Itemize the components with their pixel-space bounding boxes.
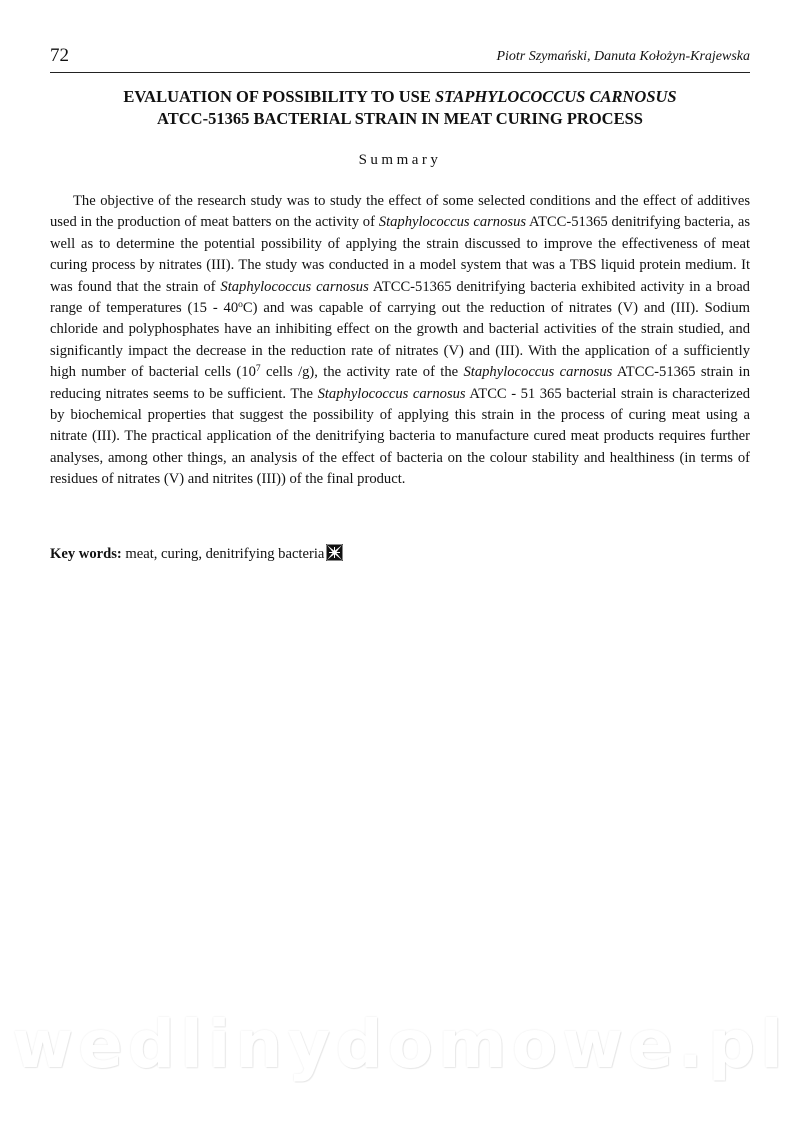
- abstract-text: ATCC-51365 strain in reducing nitrates seems to be sufficient. The: [50, 364, 750, 402]
- running-head-authors: Piotr Szymański, Danuta Kołożyn-Krajewska: [496, 49, 750, 64]
- summary-heading: Summary: [358, 152, 442, 168]
- abstract-text: ATCC-51365 denitrifying bacteria, as well as to determine the potential possibility of applying the strain discussed to improve the effectiveness of meat curing process by nitrates (III). The study was conducted in a model system that was a TBS liquid protein medium. It was found that the strain of: [50, 214, 750, 295]
- abstract-paragraph: [50, 191, 750, 491]
- title-line-1-text: EVALUATION OF POSSIBILITY TO USE: [123, 87, 435, 106]
- species-name: Staphylococcus carnosus: [220, 278, 369, 295]
- keywords-text: meat, curing, denitrifying bacteria: [121, 546, 325, 562]
- article-title: [50, 86, 750, 130]
- title-line-1: [50, 86, 750, 108]
- watermark: wedlinydomowe.pl: [12, 1006, 788, 1083]
- exponent-superscript: 7: [255, 364, 261, 375]
- abstract-text: ATCC-51365 denitrifying bacteria exhibited activity in a broad range of temperatures (15 - 40: [50, 278, 750, 317]
- page-header: [50, 44, 750, 73]
- title-line-2: ATCC-51365 BACTERIAL STRAIN IN MEAT CURING PROCESS: [157, 109, 643, 128]
- species-name: Staphylococcus carnosus: [463, 364, 613, 381]
- keywords-line: [50, 544, 750, 565]
- keywords-label: Key words:: [50, 546, 122, 562]
- abstract-text: cells /g), the activity rate of the: [260, 364, 464, 381]
- title-species-name: STAPHYLOCOCCUS CARNOSUS: [435, 87, 677, 106]
- page-number: 72: [50, 45, 69, 66]
- abstract-text: The objective of the research study was to study the effect of some selected conditions and the effect of additives used in the production of meat batters on the activity of: [50, 193, 750, 231]
- abstract-text: ATCC - 51 365 bacterial strain is characterized by biochemical properties that suggest the possibility of applying this strain in the process of curing meat using a nitrate (III). The practical application of the denitrifying bacteria to manufacture cured meat products requires further analyses, among other things, an analysis of the effect of bacteria on the colour stability and healthiness (in terms of residues of nitrates (V) and nitrites (III)) of the final product.: [50, 385, 750, 488]
- species-name: Staphylococcus carnosus: [378, 214, 527, 231]
- decorative-cross-icon: [326, 544, 343, 561]
- degree-superscript: o: [238, 300, 243, 311]
- abstract-text: C) and was capable of carrying out the reduction of nitrates (V) and (III). Sodium chloride and polyphosphates have an inhibiting effect on the growth and bacterial activities of the strain studied, and significantly impact the decrease in the reduction rate of nitrates (V) and (III). With the application of a sufficiently high number of bacterial cells (10: [50, 300, 751, 381]
- species-name: Staphylococcus carnosus: [317, 385, 466, 402]
